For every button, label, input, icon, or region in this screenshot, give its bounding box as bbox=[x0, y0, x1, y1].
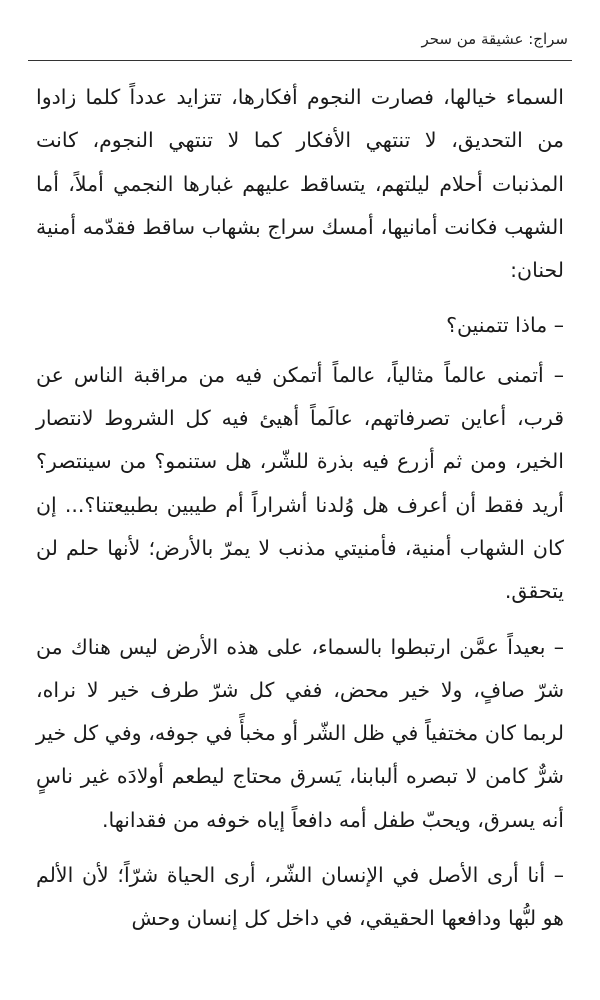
paragraph-1: السماء خيالها، فصارت النجوم أفكارها، تتزايد عدداً كلما زادوا من التحديق، لا تنتهي الأفكار كما لا تنتهي النجوم، كانت المذنبات أحلام ليلتهم، يتساقط عليهم غبارها النجمي أملاً، أما الشهب فكانت أمانيها، أمسك سراج بشهاب ساقط فقدّمه أمنية لحنان: bbox=[36, 85, 564, 283]
running-head-title: سراج: عشيقة من سحر bbox=[421, 30, 568, 48]
paragraph-2-question: – ماذا تتمنين؟ bbox=[446, 313, 564, 338]
paragraph-3: – أتمنى عالماً مثالياً، عالماً أتمكن فيه من مراقبة الناس عن قرب، أعاين تصرفاتهم، عالَماً أهيئ فيه كل الشروط لانتصار الخير، ومن ثم أزرع فيه بذرة للشّر، هل ستنمو؟ من سينتصر؟ أريد فقط أن أعرف هل وُلدنا أشراراً أم طيبين بطبيعتنا؟... إن كان الشهاب أمنية، فأمنيتي مذنب لا يمرّ بالأرض؛ لأنها حلم لن يتحقق. bbox=[36, 362, 564, 604]
paragraph-5: – أنا أرى الأصل في الإنسان الشّر، أرى الحياة شرّاً؛ لأن الألم هو لبُّها ودافعها الحقيقي، في داخل كل إنسان وحش bbox=[36, 863, 564, 931]
body-text bbox=[36, 76, 564, 953]
header-rule bbox=[28, 60, 572, 61]
paragraph-4: – بعيداً عمَّن ارتبطوا بالسماء، على هذه الأرض ليس هناك من شرّ صافٍ، ولا خير محض، ففي كل شرّ طرف خير لا نراه، لربما كان مختفياً في ظل الشّر أو مخبأً في جوفه، وفي كل خير شرٌّ كامن لا تبصره ألبابنا، يَسرق محتاج ليطعم أولادَه غير ناسٍ أنه يسرق، ويحبّ طفل أمه دافعاً إياه خوفه من فقدانها. bbox=[36, 634, 564, 832]
